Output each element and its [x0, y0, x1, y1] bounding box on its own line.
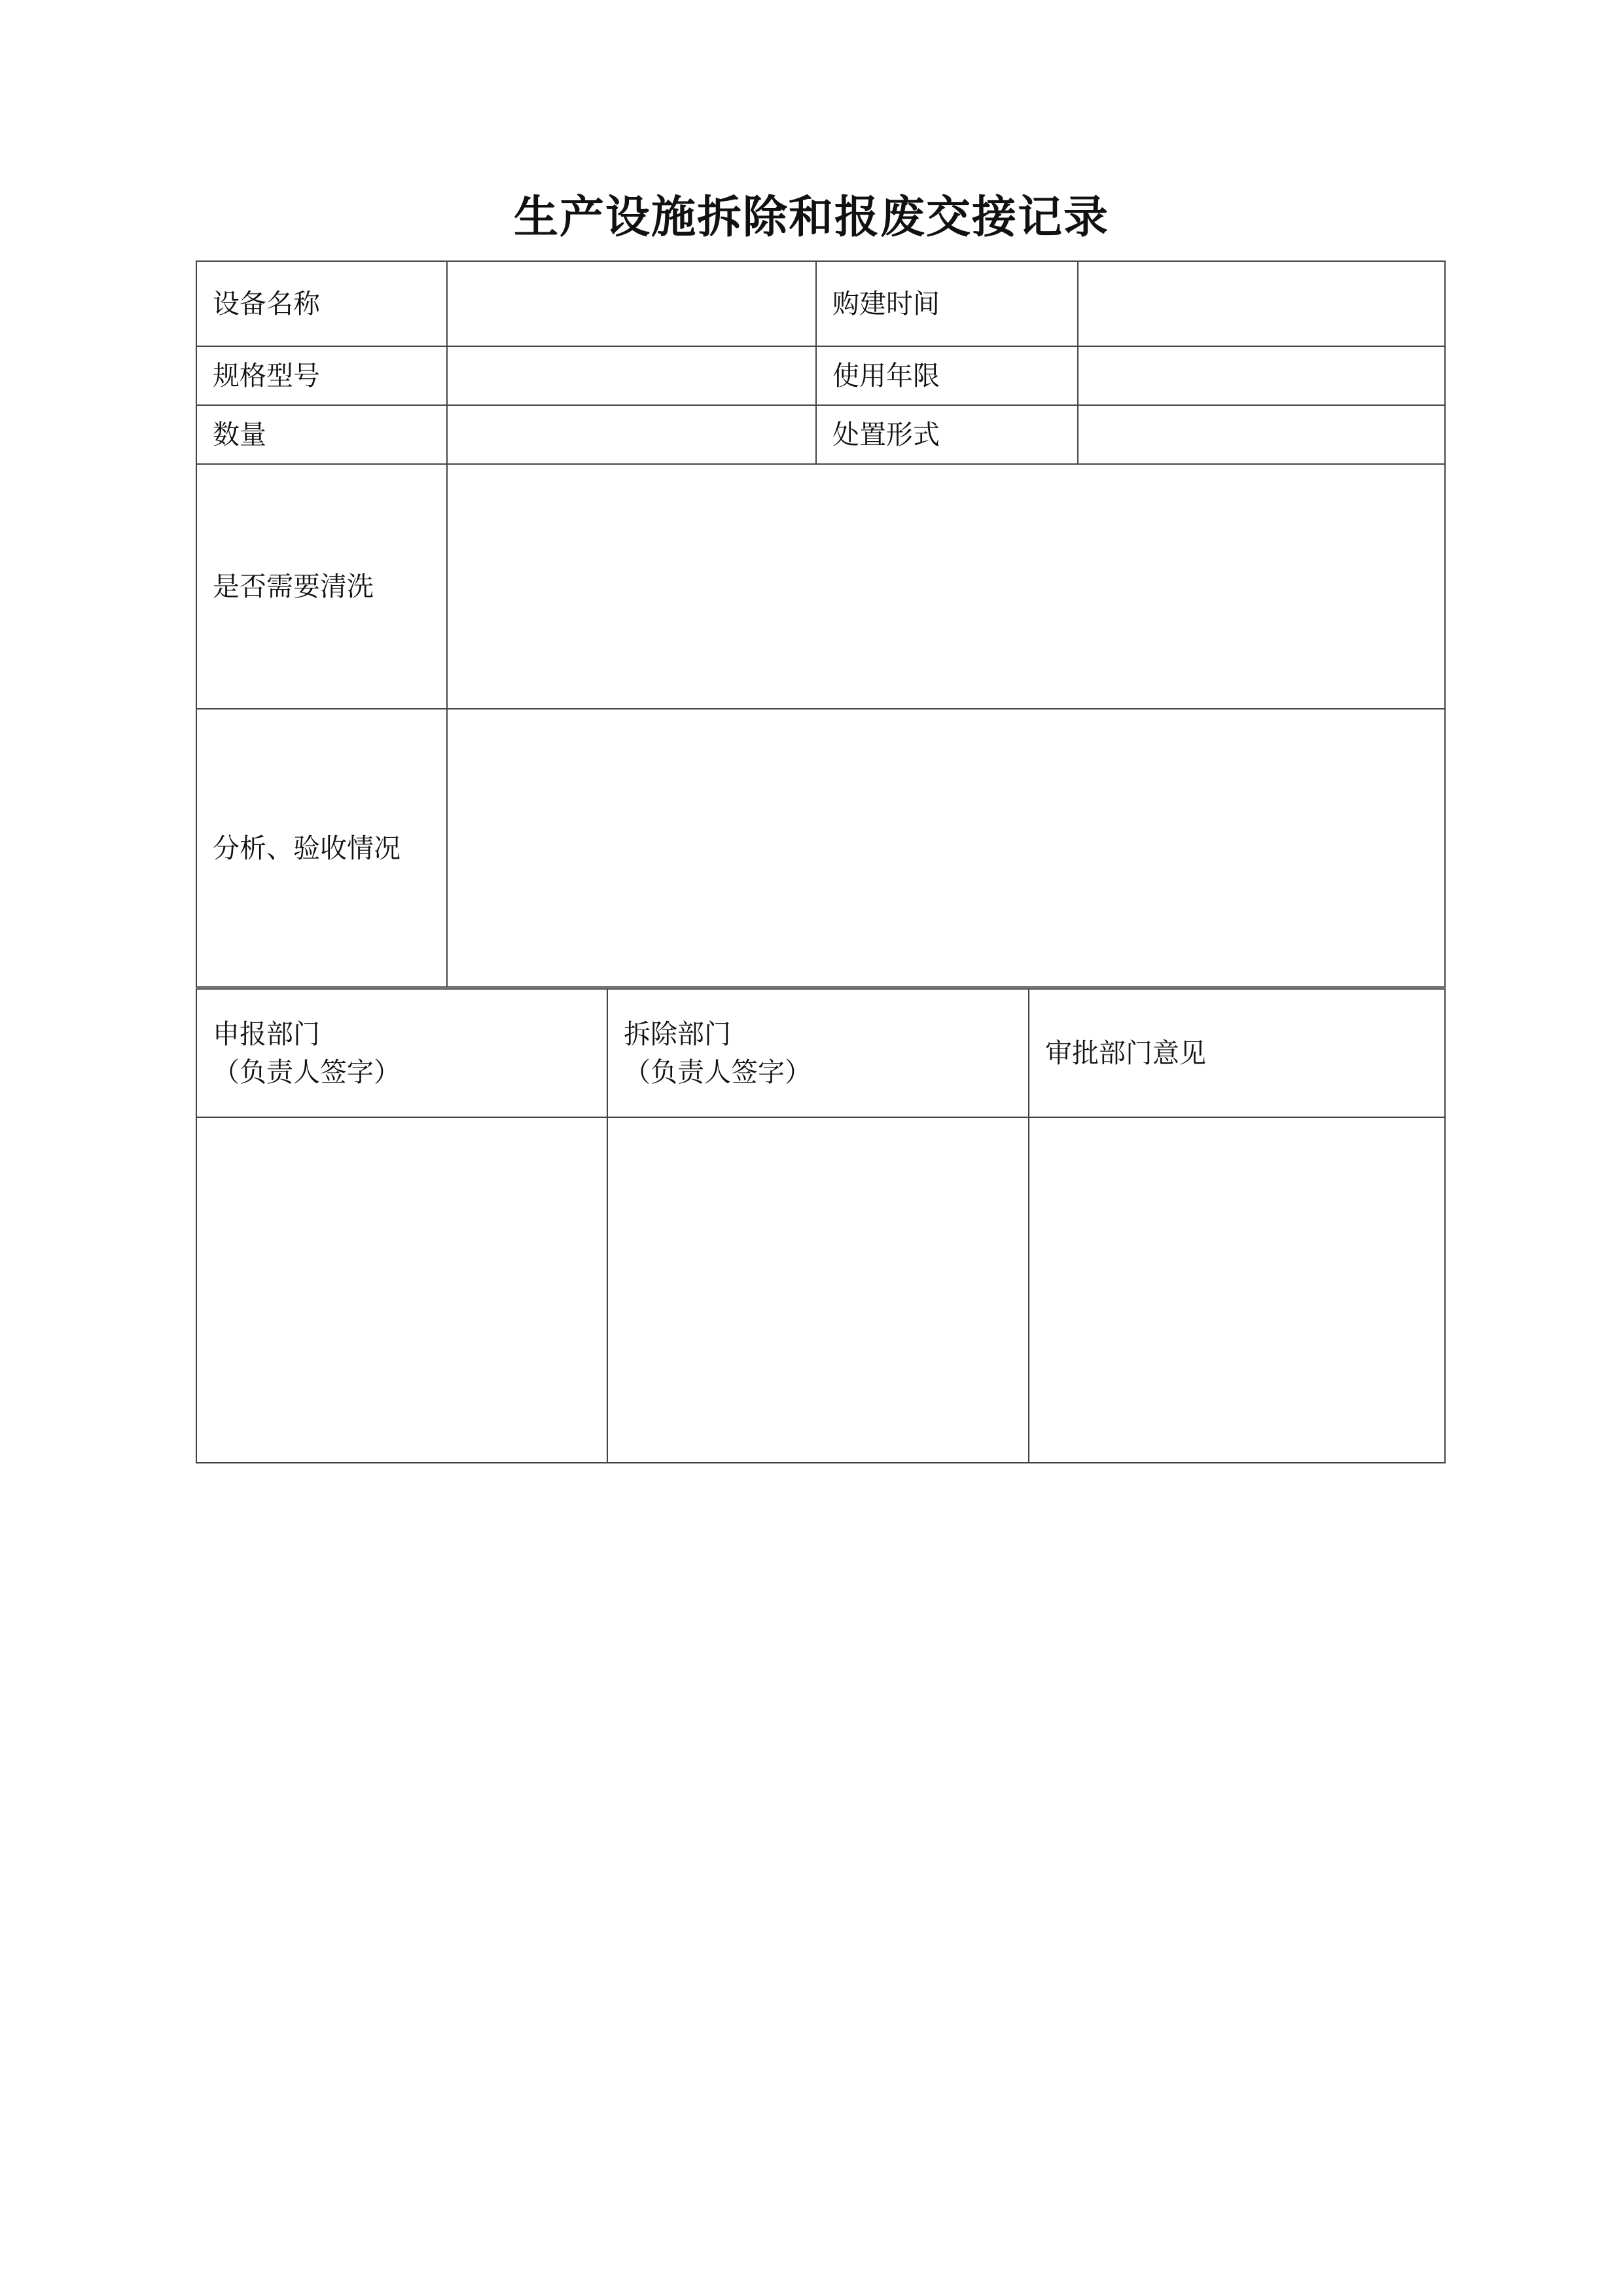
quantity-field[interactable] [447, 405, 816, 464]
equipment-name-label: 设备名称 [196, 261, 447, 346]
model-spec-label: 规格型号 [196, 346, 447, 405]
applying-dept-note: （负责人签字） [213, 1056, 401, 1088]
table-row [196, 709, 1445, 987]
dismantling-dept-note: （负责人签字） [624, 1056, 812, 1088]
service-life-field[interactable] [1078, 346, 1445, 405]
table-row [196, 464, 1445, 709]
table-row [196, 989, 1445, 1117]
analysis-acceptance-field[interactable] [447, 709, 1445, 987]
applying-dept-header [196, 989, 607, 1117]
equipment-name-field[interactable] [447, 261, 816, 346]
signoff-table [196, 988, 1446, 1463]
dismantling-dept-signature-field[interactable] [607, 1117, 1029, 1463]
disposal-method-label: 处置形式 [816, 405, 1078, 464]
dismantling-dept-label: 拆除部门 [624, 1018, 731, 1050]
analysis-acceptance-label: 分析、验收情况 [196, 709, 447, 987]
table-row [196, 346, 1445, 405]
applying-dept-signature-field[interactable] [196, 1117, 607, 1463]
table-row [196, 261, 1445, 346]
equipment-info-table [196, 260, 1446, 988]
purchase-time-label: 购建时间 [816, 261, 1078, 346]
applying-dept-label: 申报部门 [213, 1018, 320, 1050]
cleaning-needed-field[interactable] [447, 464, 1445, 709]
page-title: 生产设施拆除和报废交接记录 [513, 191, 1109, 243]
approval-dept-opinion-field[interactable] [1029, 1117, 1445, 1463]
disposal-method-field[interactable] [1078, 405, 1445, 464]
service-life-label: 使用年限 [816, 346, 1078, 405]
table-row [196, 405, 1445, 464]
quantity-label: 数量 [196, 405, 447, 464]
model-spec-field[interactable] [447, 346, 816, 405]
cleaning-needed-label: 是否需要清洗 [196, 464, 447, 709]
purchase-time-field[interactable] [1078, 261, 1445, 346]
approval-dept-label: 审批部门意见 [1029, 989, 1445, 1117]
dismantling-dept-header [607, 989, 1029, 1117]
table-row [196, 1117, 1445, 1463]
